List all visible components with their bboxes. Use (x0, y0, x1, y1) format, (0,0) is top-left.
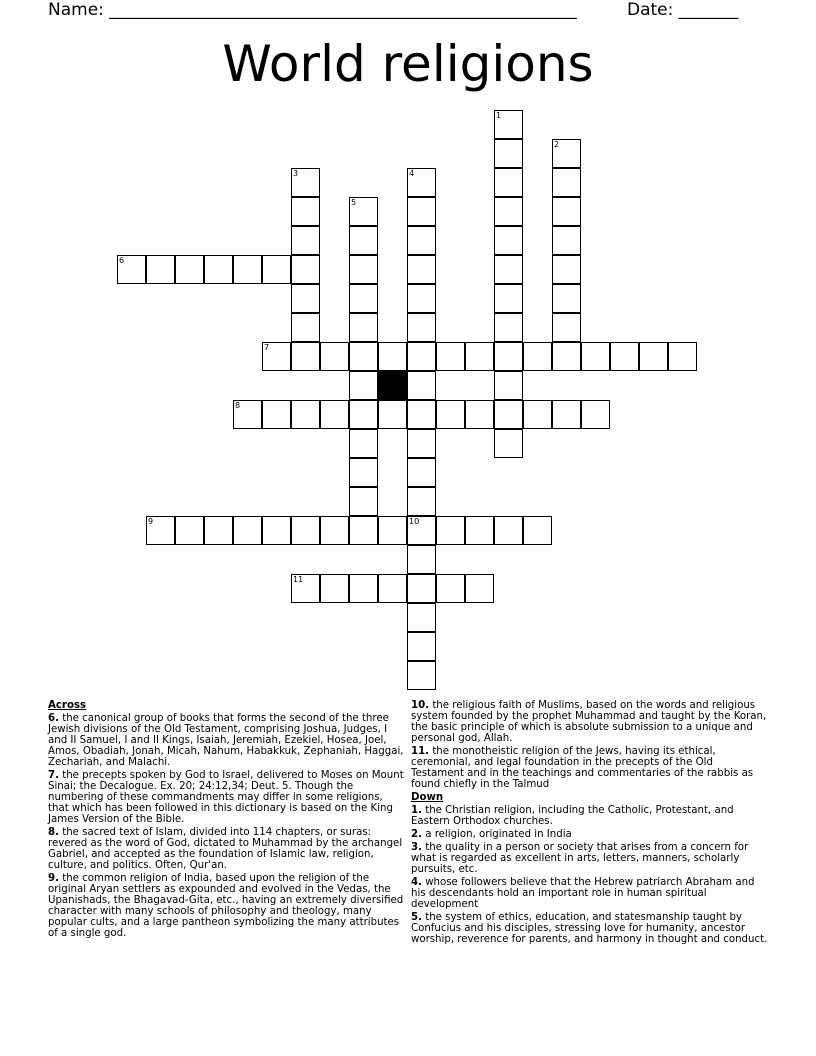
clue-number: 5 (351, 198, 357, 207)
across-heading: Across (48, 700, 87, 711)
grid-cell[interactable] (407, 545, 436, 574)
grid-cell[interactable] (552, 342, 581, 371)
grid-cell[interactable] (494, 342, 523, 371)
grid-cell[interactable] (117, 255, 146, 284)
grid-cell[interactable] (291, 284, 320, 313)
grid-cell[interactable] (407, 342, 436, 371)
grid-cell[interactable] (291, 342, 320, 371)
grid-cell[interactable] (407, 661, 436, 690)
grid-cell[interactable] (407, 371, 436, 400)
grid-cell[interactable] (465, 342, 494, 371)
grid-cell[interactable] (407, 168, 436, 197)
clue-number: 11 (293, 575, 304, 584)
grid-cell[interactable] (436, 400, 465, 429)
grid-cell[interactable] (407, 226, 436, 255)
grid-cell[interactable] (291, 400, 320, 429)
grid-cell[interactable] (349, 400, 378, 429)
grid-cell[interactable] (407, 632, 436, 661)
grid-cell[interactable] (552, 284, 581, 313)
grid-cell[interactable] (494, 516, 523, 545)
grid-cell[interactable] (436, 516, 465, 545)
clue-number: 3 (293, 169, 299, 178)
grid-cell[interactable] (552, 400, 581, 429)
grid-cell[interactable] (291, 313, 320, 342)
grid-cell[interactable] (349, 516, 378, 545)
grid-cell[interactable] (233, 255, 262, 284)
clue-down-1: 1. the Christian religion, including the Catholic, Protestant, and Eastern Orthodox churches. (411, 805, 734, 827)
grid-cell[interactable] (349, 458, 378, 487)
grid-cell[interactable] (552, 313, 581, 342)
grid-cell[interactable] (349, 429, 378, 458)
clue-number: 7 (264, 343, 270, 352)
grid-cell[interactable] (407, 574, 436, 603)
clue-across-11: 11. the monotheistic religion of the Jews, having its ethical, ceremonial, and legal foundation in the precepts of the Old Testament and in the teachings and commentaries of the rabbis as found chiefly in the Talmud (411, 746, 754, 790)
clue-number: 2 (554, 140, 560, 149)
clue-number: 4 (409, 169, 415, 178)
grid-cell[interactable] (349, 313, 378, 342)
grid-cell[interactable] (610, 342, 639, 371)
grid-cell[interactable] (291, 574, 320, 603)
grid-cell[interactable] (146, 255, 175, 284)
grid-cell[interactable] (494, 226, 523, 255)
grid-cell[interactable] (349, 371, 378, 400)
grid-cell[interactable] (552, 226, 581, 255)
grid-cell[interactable] (552, 168, 581, 197)
grid-cell[interactable] (320, 342, 349, 371)
grid-cell[interactable] (320, 400, 349, 429)
grid-cell[interactable] (175, 255, 204, 284)
clue-across-7: 7. the precepts spoken by God to Israel, delivered to Moses on Mount Sinai; the Decalogue. Ex. 20; 24:12,34; Deut. 5. Though the numbering of these commandments may differ in some religions, that which has been followed in this dictionary is based on the King James Version of the Bible. (48, 770, 404, 825)
clue-across-9: 9. the common religion of India, based upon the religion of the original Aryan settlers as expounded and evolved in the Vedas, the Upanishads, the Bhagavad-Gita, etc., having an extremely diversified character with many schools of philosophy and theology, many popular cults, and a large pantheon symbolizing the many attributes of a single god. (48, 873, 404, 939)
grid-cell[interactable] (581, 342, 610, 371)
grid-cell[interactable] (378, 574, 407, 603)
grid-cell[interactable] (494, 284, 523, 313)
grid-cell[interactable] (320, 516, 349, 545)
clue-across-6: 6. the canonical group of books that forms the second of the three Jewish divisions of the Old Testament, comprising Joshua, Judges, I and II Samuel, I and II Kings, Isaiah, Jeremiah, Ezekiel, Hosea, Joel, Amos, Obadiah, Jonah, Micah, Nahum, Habakkuk, Zephaniah, Haggai, Zechariah, and Malachi. (48, 713, 404, 768)
grid-cell[interactable] (494, 255, 523, 284)
clue-down-4: 4. whose followers believe that the Hebrew patriarch Abraham and his descendants hold an important role in human spiritual development (411, 877, 755, 910)
grid-cell[interactable] (204, 516, 233, 545)
grid-cell[interactable] (407, 487, 436, 516)
clue-down-3: 3. the quality in a person or society that arises from a concern for what is regarded as excellent in arts, letters, manners, scholarly pursuits, etc. (411, 842, 749, 875)
grid-cell[interactable] (552, 197, 581, 226)
grid-cell[interactable] (407, 516, 436, 545)
clues-right-column (411, 700, 769, 947)
grid-cell[interactable] (523, 400, 552, 429)
grid-cell[interactable] (204, 255, 233, 284)
grid-cell[interactable] (349, 574, 378, 603)
grid-cell[interactable] (465, 516, 494, 545)
grid-cell[interactable] (233, 400, 262, 429)
clues-left-column (48, 700, 406, 941)
clue-number: 6 (119, 256, 125, 265)
clue-number: 10 (409, 517, 420, 526)
grid-cell[interactable] (407, 429, 436, 458)
grid-cell[interactable] (436, 574, 465, 603)
grid-cell[interactable] (668, 342, 697, 371)
grid-cell[interactable] (233, 516, 262, 545)
grid-cell[interactable] (175, 516, 204, 545)
grid-cell[interactable] (291, 255, 320, 284)
grid-cell[interactable] (494, 429, 523, 458)
grid-cell[interactable] (349, 342, 378, 371)
down-heading: Down (411, 792, 444, 803)
grid-cell[interactable] (407, 284, 436, 313)
clue-across-8: 8. the sacred text of Islam, divided into 114 chapters, or suras: revered as the word of God, dictated to Muhammad by the archangel Gabriel, and accepted as the foundation of Islamic law, religion, culture, and politics. Often, Qur'an. (48, 827, 403, 871)
clue-number: 1 (496, 111, 502, 120)
grid-cell[interactable] (146, 516, 175, 545)
date-field[interactable]: Date: _______ (627, 0, 739, 20)
grid-cell[interactable] (552, 139, 581, 168)
clue-across-10: 10. the religious faith of Muslims, based on the words and religious system founded by the prophet Muhammad and taught by the Koran, the basic principle of which is absolute submission to a unique and personal god, Allah. (411, 700, 767, 744)
grid-cell[interactable] (291, 197, 320, 226)
grid-cell[interactable] (494, 400, 523, 429)
grid-cell[interactable] (494, 197, 523, 226)
grid-cell[interactable] (378, 516, 407, 545)
grid-cell[interactable] (349, 197, 378, 226)
clue-down-2: 2. a religion, originated in India (411, 829, 572, 840)
grid-cell[interactable] (262, 255, 291, 284)
grid-cell[interactable] (407, 400, 436, 429)
grid-cell[interactable] (523, 342, 552, 371)
grid-cell[interactable] (494, 371, 523, 400)
name-field[interactable]: Name: _______________________________________________________ (48, 0, 577, 20)
grid-cell[interactable] (291, 226, 320, 255)
grid-cell[interactable] (465, 400, 494, 429)
grid-cell[interactable] (436, 342, 465, 371)
black-square (378, 371, 407, 400)
grid-cell[interactable] (349, 255, 378, 284)
grid-cell[interactable] (494, 139, 523, 168)
grid-cell[interactable] (407, 458, 436, 487)
grid-cell[interactable] (407, 603, 436, 632)
grid-cell[interactable] (349, 487, 378, 516)
grid-cell[interactable] (291, 516, 320, 545)
grid-cell[interactable] (494, 168, 523, 197)
grid-cell[interactable] (494, 313, 523, 342)
grid-cell[interactable] (407, 313, 436, 342)
grid-cell[interactable] (262, 516, 291, 545)
grid-cell[interactable] (523, 516, 552, 545)
grid-cell[interactable] (378, 400, 407, 429)
grid-cell[interactable] (320, 574, 349, 603)
page-title: World religions (222, 35, 594, 93)
grid-cell[interactable] (349, 226, 378, 255)
grid-cell[interactable] (494, 110, 523, 139)
grid-cell[interactable] (639, 342, 668, 371)
clue-number: 9 (148, 517, 154, 526)
grid-cell[interactable] (465, 574, 494, 603)
grid-cell[interactable] (407, 197, 436, 226)
clue-down-5: 5. the system of ethics, education, and statesmanship taught by Confucius and his disciples, stressing love for humanity, ancestor worship, reverence for parents, and harmony in thought and conduct. (411, 912, 768, 945)
clue-number: 8 (235, 401, 241, 410)
grid-cell[interactable] (262, 342, 291, 371)
grid-cell[interactable] (407, 255, 436, 284)
grid-cell[interactable] (262, 400, 291, 429)
grid-cell[interactable] (552, 255, 581, 284)
grid-cell[interactable] (378, 342, 407, 371)
grid-cell[interactable] (581, 400, 610, 429)
grid-cell[interactable] (349, 284, 378, 313)
grid-cell[interactable] (291, 168, 320, 197)
